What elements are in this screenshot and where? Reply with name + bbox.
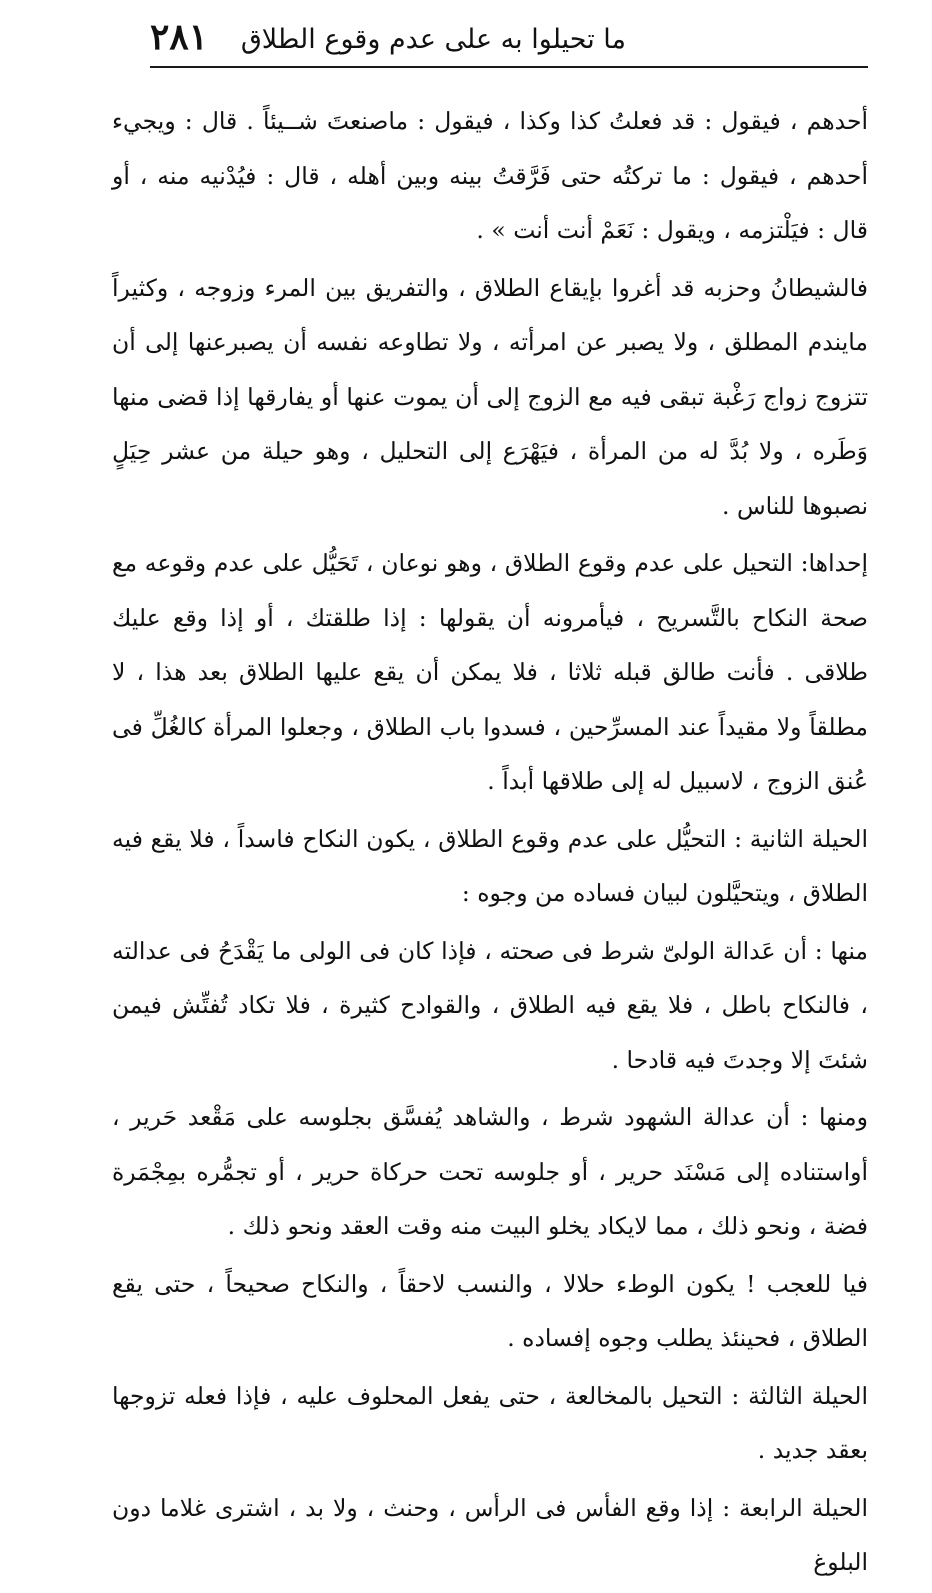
paragraph-wali-justice: منها : أن عَدالة الولىّ شرط فى صحته ، فإذا كان فى الولى ما يَقْدَحُ فى عدالته ، فالنكاح باطل ، فلا يقع فيه الطلاق ، والقوادح كثيرة ، فلا تكاد تُفتِّش فيمن شئتَ إلا وجدتَ فيه قادحا .	[112, 936, 868, 1074]
paragraph-wonder: فيا للعجب ! يكون الوطء حلالا ، والنسب لاحقاً ، والنكاح صحيحاً ، حتى يقع الطلاق ، فحينئذ يطلب وجوه إفساده .	[112, 1269, 868, 1352]
paragraph-third-trick: الحيلة الثالثة : التحيل بالمخالعة ، حتى يفعل المحلوف عليه ، فإذا فعله تزوجها بعقد جديد .	[112, 1381, 868, 1464]
paragraph-first-trick: إحداها: التحيل على عدم وقوع الطلاق ، وهو نوعان ، تَحَيُّل على عدم وقوعه مع صحة النكاح بالتَّسريح ، فيأمرونه أن يقولها : إذا طلقتك ، أو إذا وقع عليك طلاقى . فأنت طالق قبله ثلاثا ، فلا يمكن أن يقع عليها الطلاق بعد هذا ، لا مطلقاً ولا مقيداً عند المسرِّحين ، فسدوا باب الطلاق ، وجعلوا المرأة كالغُلِّ فى عُنق الزوج ، لاسبيل له إلى طلاقها أبداً .	[112, 549, 868, 795]
body-text	[112, 94, 868, 1593]
page-number: ٢٨١	[150, 16, 209, 58]
running-header	[150, 14, 868, 68]
paragraph-fourth-trick: الحيلة الرابعة : إذا وقع الفأس فى الرأس ، وحنث ، ولا بد ، اشترى غلاما دون البلوغ	[112, 1493, 868, 1576]
paragraph-shaytan: فالشيطانُ وحزبه قد أغروا بإيقاع الطلاق ، والتفريق بين المرء وزوجه ، وكثيراً مايندم المطلق ، ولا يصبر عن امرأته ، ولا تطاوعه نفسه أن يصبرعنها إلى أن تتزوج زواج رَغْبة تبقى فيه مع الزوج إلى أن يموت عنها أو يفارقها إذا قضى منها وَطَره ، ولا بُدَّ له من المرأة ، فيَهْرَع إلى التحليل ، وهو حيلة من عشر حِيَلٍ نصبوها للناس .	[112, 273, 868, 520]
paragraph-second-trick: الحيلة الثانية : التحيُّل على عدم وقوع الطلاق ، يكون النكاح فاسداً ، فلا يقع فيه الطلاق ، ويتحيَّلون لبيان فساده من وجوه :	[112, 824, 868, 907]
header-title: ما تحيلوا به على عدم وقوع الطلاق	[240, 24, 626, 55]
paragraph-hadith-continuation: أحدهم ، فيقول : قد فعلتُ كذا وكذا ، فيقول : ماصنعتَ شــيئاً . قال : ويجيء أحدهم ، فيقول : ما تركتُه حتى فَرَّقتُ بينه وبين أهله ، قال : فيُدْنيه منه ، أو قال : فيَلْتزمه ، ويقول : نَعَمْ أنت أنت » .	[112, 107, 868, 244]
paragraph-witness-justice: ومنها : أن عدالة الشهود شرط ، والشاهد يُفسَّق بجلوسه على مَقْعد حَرير ، أواستناده إلى مَسْنَد حرير ، أو جلوسه تحت حركاة حرير ، أو تجمُّره بمِجْمَرة فضة ، ونحو ذلك ، مما لايكاد يخلو البيت منه وقت العقد ونحو ذلك .	[112, 1103, 868, 1240]
